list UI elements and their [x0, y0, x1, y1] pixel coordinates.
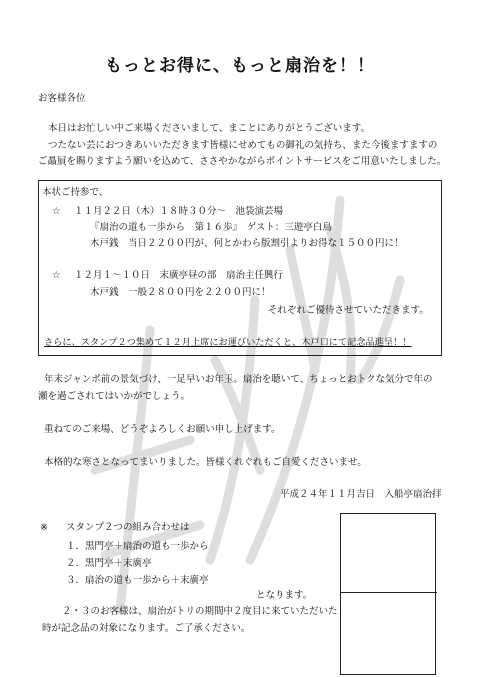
page-title: もっとお得に、もっと扇治を！！	[105, 56, 375, 76]
para4: 本格的な寒さとなってまいりました。皆様くれぐれもご自愛くださいませ。	[44, 457, 367, 468]
signature: 平成２４年１１月吉日 入船亭扇治拝	[280, 489, 442, 500]
offer-footer: さらに、スタンプ２つ集めて１２月上席にお運びいただくと、木戸口にて記念品進呈！！	[44, 337, 412, 348]
salutation: お客様各位	[38, 93, 86, 104]
para3: 重ねてのご来場、どうぞよろしくお願い申し上げます。	[44, 424, 281, 435]
note-header: スタンプ２つの組み合わせは	[66, 522, 190, 533]
note-item-3: ３．扇治の道も一歩から＋末廣亭	[66, 575, 209, 586]
offer-1-line-1: １１月２２日（木）１８時３０分～ 池袋演芸場	[74, 206, 284, 217]
note-caveat-2: 時が記念品の対象になります。ご了承ください。	[42, 623, 251, 634]
note-item-1: １．黒門亭＋扇治の道も一歩から	[66, 541, 209, 552]
star-icon: ☆	[52, 206, 61, 217]
note-item-2: ２．黒門亭＋末廣亭	[66, 558, 152, 569]
offer-2-line-1: １２月１～１０日 末廣亭昼の部 扇治主任興行	[74, 270, 284, 281]
star-icon: ☆	[52, 270, 61, 281]
offer-1-line-3: 木戸銭 当日２２００円が、何とかわら版割引よりお得な１５００円に！	[90, 238, 404, 249]
stamp-box-divider	[340, 592, 437, 593]
offer-lead: 本状ご持参で、	[42, 187, 109, 198]
note-mark: ※	[40, 522, 48, 533]
stamp-box	[340, 513, 436, 675]
offer-2-line-2: 木戸銭 一般２８００円を２２００円に！	[90, 287, 271, 298]
offer-2-line-3: それぞれご優待させていただきます。	[268, 305, 429, 316]
offer-1-line-2: 『扇治の道も一歩から 第１６歩』 ゲスト：三遊亭白鳥	[90, 222, 332, 233]
para2-line-1: 年末ジャンボ前の景気づけ、一足早いお年玉。扇治を聴いて、ちょっとおトクな気分で年の	[44, 374, 433, 385]
note-caveat-1: ２・３のお客様は、扇治がトリの期間中２度目に来ていただいた	[62, 606, 338, 617]
intro-line-2: つたない芸におつきあいいただきます皆様にせめてもの御礼の気持ち、また今後ますますの	[48, 140, 438, 151]
para2-line-2: 瀬を過ごされてはいかがでしょう。	[38, 391, 191, 402]
note-closing: となります。	[256, 590, 313, 601]
intro-line-1: 本日はお忙しい中ご来場くださいまして、まことにありがとうございます。	[48, 123, 371, 134]
intro-line-3: ご贔屓を賜りますよう願いを込めて、ささやかながらポイントサービスをご用意いたしました。	[38, 156, 447, 167]
